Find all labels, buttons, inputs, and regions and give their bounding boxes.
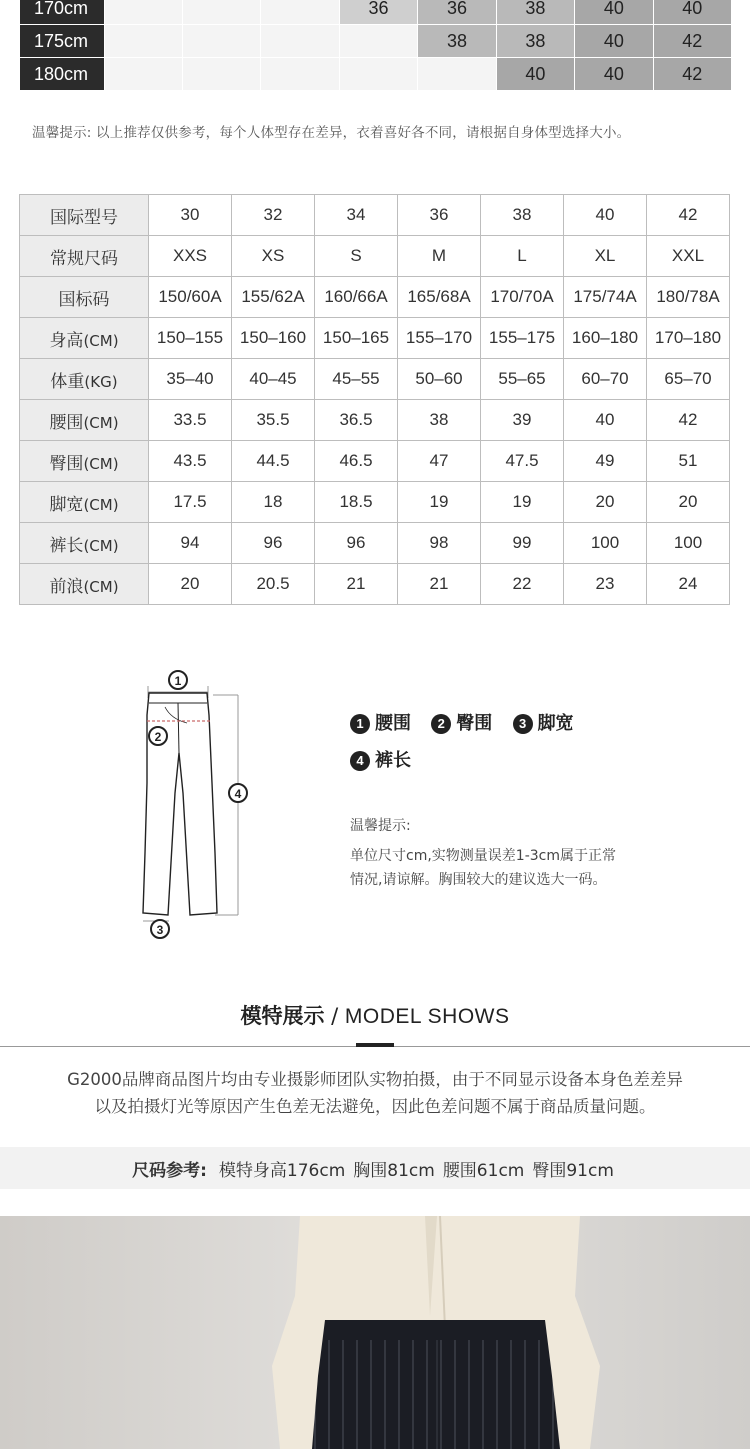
size-table-cell: 96 <box>315 523 398 564</box>
disclaimer-line: 以及拍摄灯光等原因产生色差无法避免，因此色差问题不属于商品质量问题。 <box>94 1097 656 1116</box>
size-table-cell: 40 <box>564 400 647 441</box>
size-table-cell: 100 <box>564 523 647 564</box>
size-table-cell: 32 <box>232 195 315 236</box>
size-table-row <box>20 277 730 318</box>
recommendation-cell: 42 <box>654 58 731 91</box>
row-unit: (CM) <box>83 577 119 596</box>
disclaimer-line: G2000品牌商品图片均由专业摄影师团队实物拍摄，由于不同显示设备本身色差差异 <box>67 1070 683 1089</box>
size-table-cell: 39 <box>481 400 564 441</box>
recommendation-cell: 38 <box>497 25 574 58</box>
recommendation-cell: 36 <box>340 0 417 25</box>
recommendation-cell: 42 <box>654 25 731 58</box>
size-table-row <box>20 564 730 605</box>
model-waist: 腰围61cm <box>442 1160 525 1181</box>
size-table-cell: 94 <box>149 523 232 564</box>
size-reference-label: 尺码参考: <box>132 1160 207 1181</box>
size-table-cell: 43.5 <box>149 441 232 482</box>
row-unit: (CM) <box>83 536 119 555</box>
size-table-cell: 155/62A <box>232 277 315 318</box>
size-table-cell: 47.5 <box>481 441 564 482</box>
size-table-cell: 40 <box>564 195 647 236</box>
row-label: 国标码 <box>58 289 110 310</box>
size-table-cell: 19 <box>398 482 481 523</box>
row-unit: (CM) <box>83 331 119 350</box>
size-table-cell: 20 <box>647 482 730 523</box>
size-table-row-header <box>20 482 149 523</box>
size-table-row-header <box>20 236 149 277</box>
marker-3-icon <box>151 920 169 938</box>
recommendation-cell <box>183 0 260 25</box>
size-table-cell: 160/66A <box>315 277 398 318</box>
measurement-legend <box>350 705 588 779</box>
size-table-cell: 38 <box>398 400 481 441</box>
recommendation-cell: 40 <box>654 0 731 25</box>
row-label: 身高 <box>49 330 84 351</box>
svg-text:4: 4 <box>234 787 242 801</box>
size-table-cell: 18 <box>232 482 315 523</box>
recommendation-row <box>20 0 731 25</box>
measurement-tip-line: 单位尺寸cm,实物测量误差1-3cm属于正常 <box>350 848 616 864</box>
recommendation-row <box>20 58 731 91</box>
size-table-row-header <box>20 441 149 482</box>
size-recommendation-grid <box>20 0 731 91</box>
size-table-cell: 24 <box>647 564 730 605</box>
size-table-cell: L <box>481 236 564 277</box>
size-table-cell: 40–45 <box>232 359 315 400</box>
size-table-cell: 33.5 <box>149 400 232 441</box>
size-table-cell: 34 <box>315 195 398 236</box>
size-table-row-header <box>20 318 149 359</box>
size-table-cell: 45–55 <box>315 359 398 400</box>
size-table-cell: 18.5 <box>315 482 398 523</box>
size-table-cell: 20 <box>564 482 647 523</box>
size-table-row-header <box>20 523 149 564</box>
row-label: 脚宽 <box>49 494 84 515</box>
recommendation-cell <box>340 25 417 58</box>
height-label: 175cm <box>20 25 104 58</box>
row-label: 体重 <box>50 371 85 392</box>
recommendation-cell <box>183 25 260 58</box>
legend-item <box>513 706 574 742</box>
recommendation-cell: 38 <box>418 25 495 58</box>
size-table-row <box>20 441 730 482</box>
size-table-cell: 170–180 <box>647 318 730 359</box>
size-table-row <box>20 318 730 359</box>
legend-label: 脚宽 <box>537 713 574 734</box>
size-table-cell: 36 <box>398 195 481 236</box>
size-table-cell: 99 <box>481 523 564 564</box>
model-height: 模特身高176cm <box>218 1160 346 1181</box>
size-table-row-header <box>20 564 149 605</box>
size-table-cell: S <box>315 236 398 277</box>
size-table-cell: 155–175 <box>481 318 564 359</box>
recommendation-row <box>20 25 731 58</box>
row-label: 常规尺码 <box>50 248 118 269</box>
size-table-cell: 30 <box>149 195 232 236</box>
size-tip: 温馨提示: 以上推荐仅供参考，每个人体型存在差异，衣着喜好各不同，请根据自身体型选择大小。 <box>32 125 631 141</box>
size-table-cell: 44.5 <box>232 441 315 482</box>
size-table-cell: 20 <box>149 564 232 605</box>
size-table-cell: XXL <box>647 236 730 277</box>
size-table-cell: 150/60A <box>149 277 232 318</box>
size-table-cell: XXS <box>149 236 232 277</box>
size-table-row <box>20 400 730 441</box>
legend-label: 裤长 <box>375 750 411 771</box>
legend-label: 腰围 <box>375 713 411 734</box>
title-underline <box>356 1043 394 1047</box>
size-table-cell: 35–40 <box>149 359 232 400</box>
size-table-cell: 36.5 <box>315 400 398 441</box>
size-table-row <box>20 359 730 400</box>
recommendation-cell <box>261 58 338 91</box>
trousers-diagram <box>135 663 255 943</box>
size-table-cell: 165/68A <box>398 277 481 318</box>
model-title-cn: 模特展示 <box>240 1004 325 1028</box>
size-table-cell: 150–165 <box>315 318 398 359</box>
size-table-cell: 42 <box>647 195 730 236</box>
model-title-en: MODEL SHOWS <box>344 1005 510 1028</box>
size-table-cell: 35.5 <box>232 400 315 441</box>
row-unit: (CM) <box>83 454 119 473</box>
recommendation-cell <box>261 0 338 25</box>
row-unit: (KG) <box>84 372 118 391</box>
size-table-cell: 49 <box>564 441 647 482</box>
recommendation-cell: 40 <box>575 25 652 58</box>
model-title-separator: / <box>324 1004 345 1028</box>
size-table-cell: 55–65 <box>481 359 564 400</box>
size-table-cell: XL <box>564 236 647 277</box>
legend-item <box>431 706 492 742</box>
size-table-cell: 21 <box>398 564 481 605</box>
recommendation-cell <box>418 58 495 91</box>
size-table-row-header <box>20 359 149 400</box>
model-photo <box>0 1216 750 1449</box>
size-table-cell: 50–60 <box>398 359 481 400</box>
size-table-cell: 160–180 <box>564 318 647 359</box>
height-label: 180cm <box>20 58 104 91</box>
size-table-cell: 170/70A <box>481 277 564 318</box>
row-label: 臀围 <box>49 453 84 474</box>
recommendation-cell: 38 <box>497 0 574 25</box>
marker-1-icon <box>169 671 187 689</box>
size-table-row <box>20 523 730 564</box>
svg-text:3: 3 <box>156 923 164 937</box>
size-table-cell: XS <box>232 236 315 277</box>
number-1-icon: 1 <box>350 714 370 734</box>
size-table-cell: 60–70 <box>564 359 647 400</box>
size-table-cell: 51 <box>647 441 730 482</box>
size-table-cell: 100 <box>647 523 730 564</box>
legend-label: 臀围 <box>456 713 493 734</box>
svg-text:2: 2 <box>154 730 162 744</box>
size-table-cell: 155–170 <box>398 318 481 359</box>
legend-item <box>350 743 411 779</box>
recommendation-cell <box>261 25 338 58</box>
model-section-title <box>0 1000 750 1030</box>
size-table-cell: 23 <box>564 564 647 605</box>
measurement-tip <box>350 814 680 892</box>
size-table-cell: 46.5 <box>315 441 398 482</box>
size-table-cell: 38 <box>481 195 564 236</box>
measurement-tip-title: 温馨提示: <box>350 818 411 834</box>
marker-4-icon <box>229 784 247 802</box>
size-table <box>19 194 730 605</box>
recommendation-cell <box>183 58 260 91</box>
row-unit: (CM) <box>83 495 119 514</box>
size-table-cell: 150–160 <box>232 318 315 359</box>
size-table-row-header <box>20 277 149 318</box>
recommendation-cell: 40 <box>497 58 574 91</box>
number-3-icon: 3 <box>513 714 533 734</box>
number-4-icon: 4 <box>350 751 370 771</box>
size-table-cell: 175/74A <box>564 277 647 318</box>
row-label: 腰围 <box>49 412 84 433</box>
size-table-row <box>20 195 730 236</box>
size-table-row <box>20 236 730 277</box>
color-disclaimer <box>0 1066 750 1120</box>
recommendation-cell: 40 <box>575 58 652 91</box>
recommendation-cell <box>105 58 182 91</box>
size-table-cell: 21 <box>315 564 398 605</box>
size-table-cell: 22 <box>481 564 564 605</box>
number-2-icon: 2 <box>431 714 451 734</box>
size-table-row <box>20 482 730 523</box>
marker-2-icon <box>149 727 167 745</box>
svg-text:1: 1 <box>174 674 182 688</box>
measurement-tip-line: 情况,请谅解。胸围较大的建议选大一码。 <box>350 872 607 888</box>
size-table-cell: 20.5 <box>232 564 315 605</box>
recommendation-cell <box>105 0 182 25</box>
row-label: 裤长 <box>49 535 84 556</box>
size-table-cell: 42 <box>647 400 730 441</box>
size-table-cell: 96 <box>232 523 315 564</box>
size-table-cell: 150–155 <box>149 318 232 359</box>
row-label: 前浪 <box>49 576 84 597</box>
recommendation-cell: 40 <box>575 0 652 25</box>
size-table-cell: 65–70 <box>647 359 730 400</box>
legend-item <box>350 706 411 742</box>
size-reference-bar <box>0 1147 750 1189</box>
height-label: 170cm <box>20 0 104 25</box>
model-chest: 胸围81cm <box>353 1160 435 1181</box>
size-table-cell: 19 <box>481 482 564 523</box>
size-table-row-header <box>20 400 149 441</box>
size-table-cell: M <box>398 236 481 277</box>
recommendation-cell <box>105 25 182 58</box>
size-table-cell: 47 <box>398 441 481 482</box>
recommendation-cell: 36 <box>418 0 495 25</box>
size-table-row-header <box>20 195 149 236</box>
size-table-cell: 17.5 <box>149 482 232 523</box>
recommendation-cell <box>340 58 417 91</box>
size-table-cell: 180/78A <box>647 277 730 318</box>
model-hip: 臀围91cm <box>532 1160 614 1181</box>
row-unit: (CM) <box>83 413 119 432</box>
size-table-cell: 98 <box>398 523 481 564</box>
row-label: 国际型号 <box>50 207 118 228</box>
